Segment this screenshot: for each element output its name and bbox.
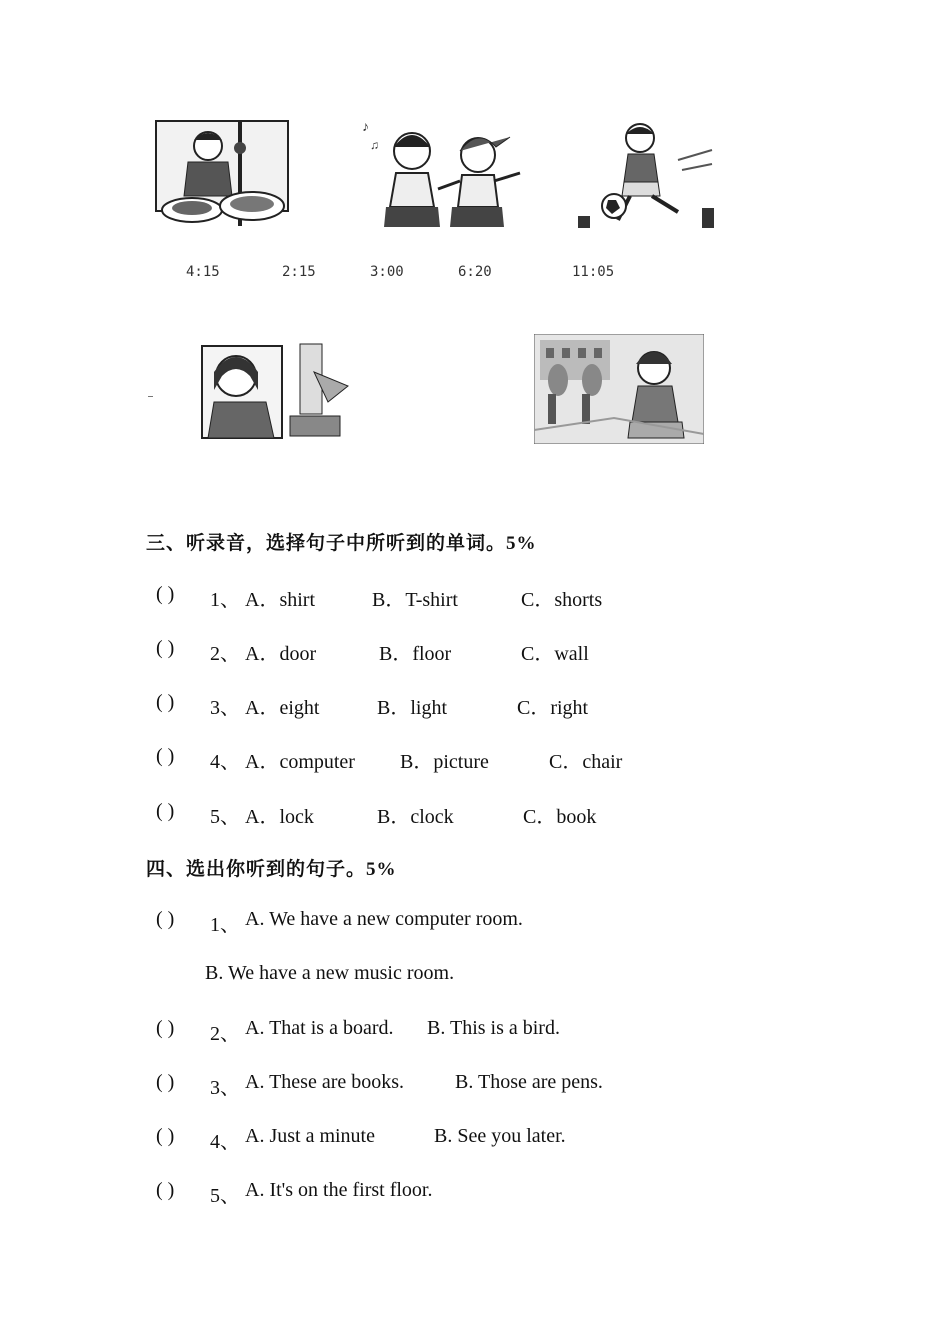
option-b: B. We have a new music room. xyxy=(205,962,455,984)
answer-blank[interactable]: ( ) xyxy=(156,1179,175,1201)
option-b: B．T-shirt xyxy=(372,589,458,611)
option-c: C．chair xyxy=(549,751,623,773)
picture-girl-school xyxy=(534,334,704,444)
picture-boy-football xyxy=(578,120,714,228)
svg-text:♫: ♫ xyxy=(370,138,379,152)
section-3-title: 三、听录音，选择句子中所听到的单词。5% xyxy=(146,533,537,554)
option-a: A. That is a board. xyxy=(245,1017,394,1039)
time-label: 11:05 xyxy=(572,264,615,280)
answer-blank[interactable]: ( ) xyxy=(156,583,175,605)
option-b: B. See you later. xyxy=(434,1125,566,1147)
question-number: 1、 xyxy=(210,589,240,611)
question-number: 2、 xyxy=(210,643,240,665)
section-4-title: 四、选出你听到的句子。5% xyxy=(146,859,397,880)
option-b: B．picture xyxy=(400,751,489,773)
answer-blank[interactable]: ( ) xyxy=(156,800,175,822)
option-a: A．eight xyxy=(245,697,320,719)
option-b: B. Those are pens. xyxy=(455,1071,603,1093)
option-a: A．computer xyxy=(245,751,355,773)
option-a: A. We have a new computer room. xyxy=(245,908,523,930)
stray-mark xyxy=(148,396,153,397)
answer-blank[interactable]: ( ) xyxy=(156,908,175,930)
question-number: 5、 xyxy=(210,1185,240,1207)
question-number: 1、 xyxy=(210,914,240,936)
answer-blank[interactable]: ( ) xyxy=(156,637,175,659)
time-label: 6:20 xyxy=(458,264,492,280)
time-label: 2:15 xyxy=(282,264,316,280)
svg-text:♪: ♪ xyxy=(362,120,369,135)
question-number: 4、 xyxy=(210,751,240,773)
answer-blank[interactable]: ( ) xyxy=(156,745,175,767)
answer-blank[interactable]: ( ) xyxy=(156,1071,175,1093)
option-c: C．book xyxy=(523,806,597,828)
time-label: 3:00 xyxy=(370,264,404,280)
option-a: A. It's on the first floor. xyxy=(245,1179,433,1201)
option-a: A．lock xyxy=(245,806,314,828)
question-number: 3、 xyxy=(210,1077,240,1099)
question-number: 5、 xyxy=(210,806,240,828)
picture-girl-bedroom xyxy=(200,332,356,440)
answer-blank[interactable]: ( ) xyxy=(156,691,175,713)
option-a: A．shirt xyxy=(245,589,315,611)
option-c: C．right xyxy=(517,697,589,719)
option-a: A. Just a minute xyxy=(245,1125,375,1147)
answer-blank[interactable]: ( ) xyxy=(156,1017,175,1039)
picture-boy-eating xyxy=(152,118,292,228)
question-number: 2、 xyxy=(210,1023,240,1045)
picture-girls-singing xyxy=(360,117,525,229)
option-c: C．shorts xyxy=(521,589,603,611)
option-a: A. These are books. xyxy=(245,1071,405,1093)
option-b: B. This is a bird. xyxy=(427,1017,560,1039)
option-c: C．wall xyxy=(521,643,589,665)
question-number: 3、 xyxy=(210,697,240,719)
question-number: 4、 xyxy=(210,1131,240,1153)
answer-blank[interactable]: ( ) xyxy=(156,1125,175,1147)
time-label: 4:15 xyxy=(186,264,220,280)
option-b: B．floor xyxy=(379,643,452,665)
option-b: B．clock xyxy=(377,806,454,828)
option-a: A．door xyxy=(245,643,317,665)
option-b: B．light xyxy=(377,697,448,719)
